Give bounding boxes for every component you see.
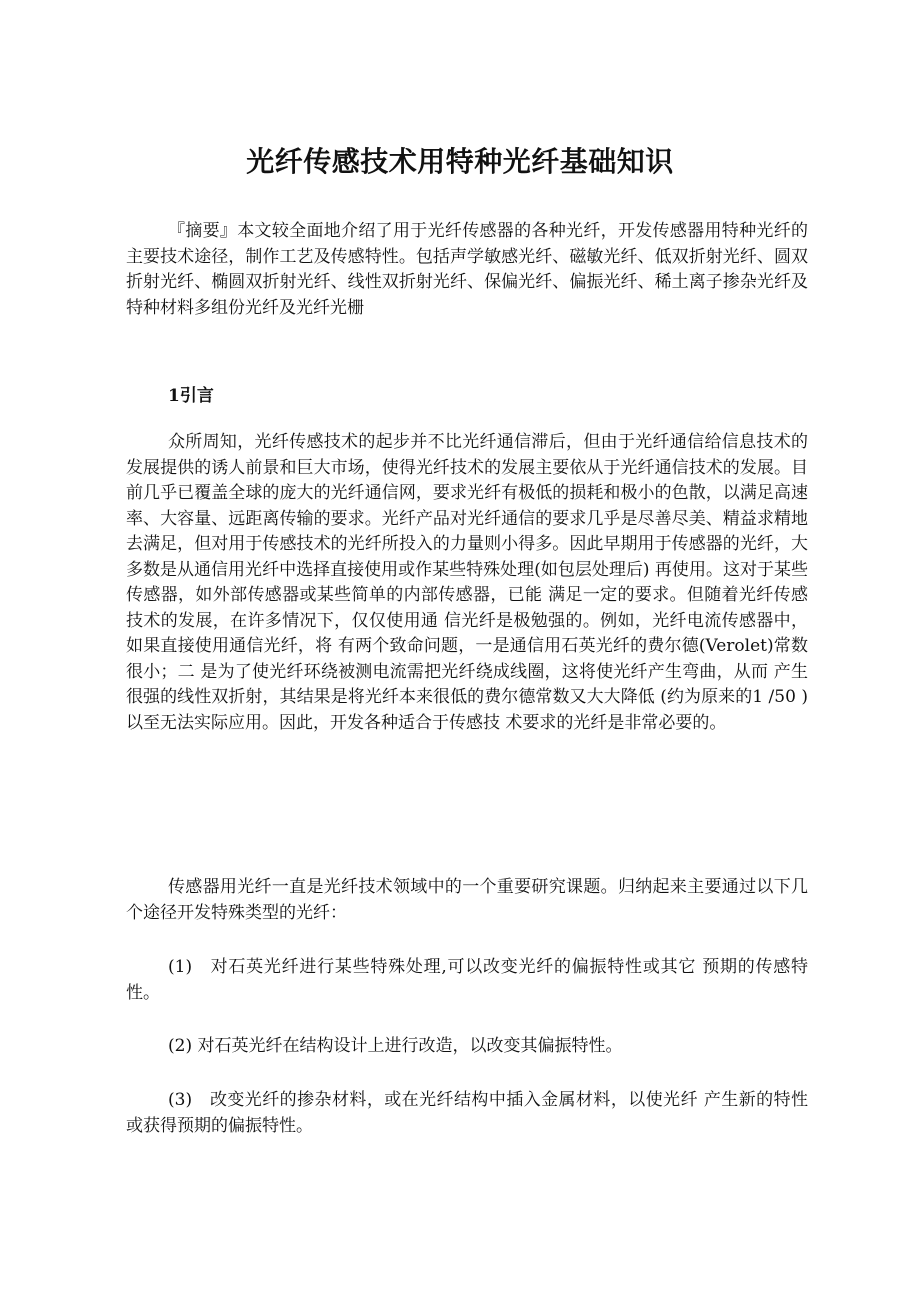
section-heading-introduction: 1引言 [168, 386, 214, 406]
list-item: (1) 对石英光纤进行某些特殊处理,可以改变光纤的偏振特性或其它 预期的传感特性。 [126, 957, 808, 1003]
intro-paragraph-2: 传感器用光纤一直是光纤技术领域中的一个重要研究课题。归纳起来主要通过以下几个途径开发特殊类型的光纤： [126, 877, 808, 923]
list-item: (2) 对石英光纤在结构设计上进行改造，以改变其偏振特性。 [168, 1036, 623, 1056]
intro-paragraph-1: 众所周知，光纤传感技术的起步并不比光纤通信滞后，但由于光纤通信给信息技术的发展提供的诱人前景和巨大市场，使得光纤技术的发展主要依从于光纤通信技术的发展。目前几乎已覆盖全球的庞大的光纤通信网，要求光纤有极低的损耗和极小的色散，以满足高速率、大容量、远距离传输的要求。光纤产品对光纤通信的要求几乎是尽善尽美、精益求精地去满足，但对用于传感技术的光纤所投入的力量则小得多。因此早期用于传感器的光纤，大多数是从通信用光纤中选择直接使用或作某些特殊处理(如包层处理后) 再使用。这对于某些传感器，如外部传感器或某些简单的内部传感器，已能 满足一定的要求。但随着光纤传感技术的发展，在许多情况下，仅仅使用通 信光纤是极勉强的。例如，光纤电流传感器中，如果直接使用通信光纤，将 有两个致命问题，一是通信用石英光纤的费尔德(Verolet)常数很小；二 是为了使光纤环绕被测电流需把光纤绕成线圈，这将使光纤产生弯曲，从而 产生很强的线性双折射，其结果是将光纤本来很低的费尔德常数又大大降低 (约为原来的1 /50 )以至无法实际应用。因此，开发各种适合于传感技 术要求的光纤是非常必要的。 [126, 432, 808, 733]
abstract-paragraph: 『摘要』本文较全面地介绍了用于光纤传感器的各种光纤，开发传感器用特种光纤的主要技术途径，制作工艺及传感特性。包括声学敏感光纤、磁敏光纤、低双折射光纤、圆双折射光纤、椭圆双折射光纤、线性双折射光纤、保偏光纤、偏振光纤、稀土离子掺杂光纤及特种材料多组份光纤及光纤光栅 [126, 221, 808, 318]
document-title: 光纤传感技术用特种光纤基础知识 [246, 145, 674, 178]
list-item: (3) 改变光纤的掺杂材料，或在光纤结构中插入金属材料，以使光纤 产生新的特性或获得预期的偏振特性。 [126, 1090, 808, 1136]
